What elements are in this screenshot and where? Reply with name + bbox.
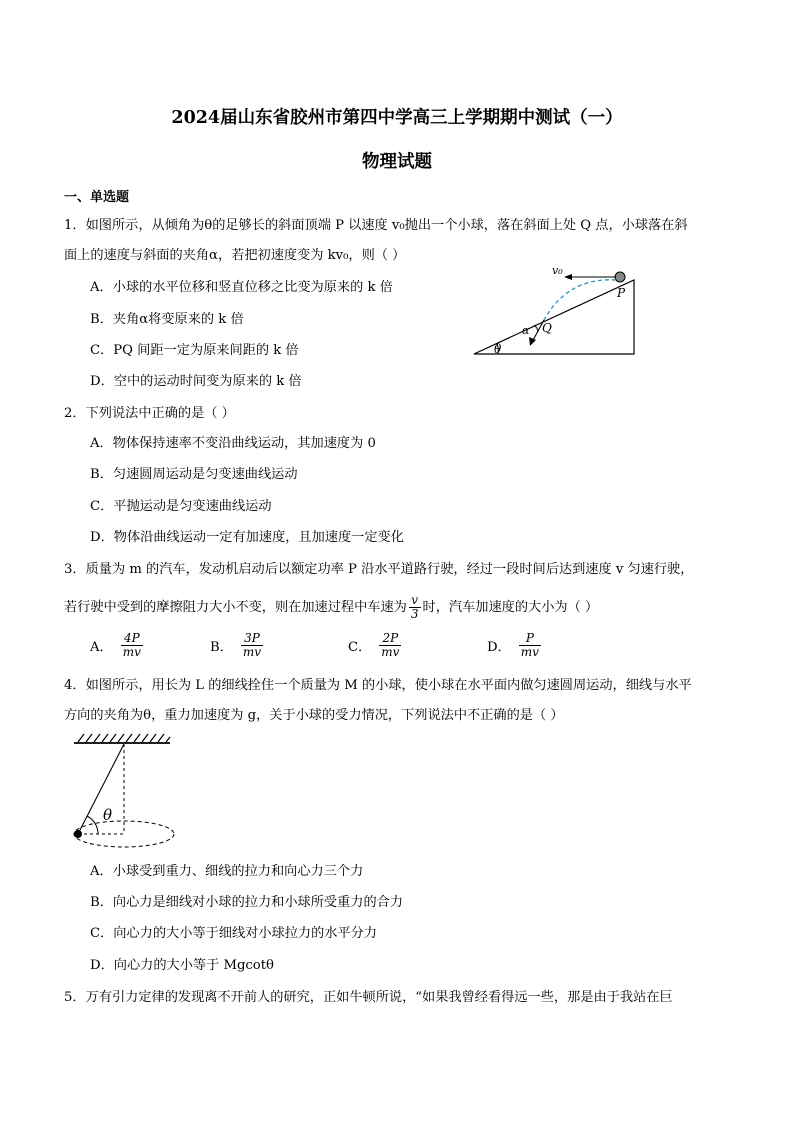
- q4-conical-pendulum-figure: [66, 730, 184, 854]
- q4-stem-line2: 方向的夹角为θ，重力加速度为 g，关于小球的受力情况，下列说法中不正确的是（ ）: [64, 708, 564, 723]
- q1-option-d: D．空中的运动时间变为原来的 k 倍: [90, 374, 302, 389]
- q3-fraction-numerator: v: [409, 594, 421, 608]
- q3-stem-text-a: 若行驶中受到的摩擦阻力大小不变，则在加速过程中车速为: [64, 600, 407, 615]
- ceiling-hatching: [78, 734, 170, 742]
- document-subtitle: 物理试题: [362, 152, 432, 172]
- q4-option-d: D．向心力的大小等于 Mgcotθ: [90, 958, 274, 973]
- q1-option-c: C．PQ 间距一定为原来间距的 k 倍: [90, 343, 299, 358]
- q2-stem: 2．下列说法中正确的是（ ）: [64, 406, 235, 421]
- q3-stem-line1: 3．质量为 m 的汽车，发动机启动后以额定功率 P 沿水平道路行驶，经过一段时间后达到速度 v 匀速行驶，: [64, 562, 694, 577]
- q-label: Q: [542, 321, 552, 335]
- q3-fraction-denominator: 3: [410, 607, 419, 621]
- pendulum-ball: [74, 830, 82, 838]
- q1-incline-figure: [468, 262, 643, 362]
- string: [78, 744, 124, 834]
- section-heading: 一、单选题: [64, 190, 130, 205]
- alpha-label: α: [522, 324, 530, 337]
- document-title: 2024届山东省胶州市第四中学高三上学期期中测试（一）: [171, 108, 623, 128]
- q2-option-a: A．物体保持速率不变沿曲线运动，其加速度为 0: [90, 436, 376, 451]
- q4-option-c: C．向心力的大小等于细线对小球拉力的水平分力: [90, 926, 378, 941]
- q2-option-b: B．匀速圆周运动是匀变速曲线运动: [90, 467, 298, 482]
- q5-stem-line1: 5．万有引力定律的发现离不开前人的研究，正如牛顿所说，“如果我曾经看得远一些，那是由于我站在巨: [64, 990, 673, 1005]
- q2-option-d: D．物体沿曲线运动一定有加速度，且加速度一定变化: [90, 530, 404, 545]
- q4-option-a: A．小球受到重力、细线的拉力和向心力三个力: [90, 864, 364, 879]
- ball: [615, 272, 625, 282]
- theta-label: θ: [103, 806, 113, 824]
- theta-arc: [87, 816, 98, 834]
- q3-choice-b: B． $\frac{3P}{mv}$: [210, 631, 262, 659]
- p-label: P: [617, 286, 626, 300]
- q3-choice-d: D． $\frac{P}{mv}$: [487, 631, 539, 659]
- q1-option-a: A．小球的水平位移和竖直位移之比变为原来的 k 倍: [90, 280, 393, 295]
- q1-stem-line1: 1．如图所示，从倾角为θ的足够长的斜面顶端 P 以速度 v₀抛出一个小球，落在斜面上处 Q 点，小球落在斜: [64, 218, 688, 233]
- q3-speed-fraction: [409, 594, 421, 621]
- q3-choice-c: C． $\frac{2P}{mv}$: [348, 631, 400, 659]
- q1-option-b: B．夹角α将变原来的 k 倍: [90, 312, 244, 327]
- landing-arrowhead: [529, 337, 536, 346]
- q3-stem-line2: [64, 594, 598, 621]
- v0-label: v₀: [552, 264, 563, 277]
- q4-option-b: B．向心力是细线对小球的拉力和小球所受重力的合力: [90, 895, 404, 910]
- q2-option-c: C．平抛运动是匀变速曲线运动: [90, 499, 272, 514]
- alpha-arc: [534, 325, 538, 332]
- q3-choice-a: A． $\frac{4P}{mv}$: [90, 631, 141, 659]
- q4-stem-line1: 4．如图所示，用长为 L 的细线拴住一个质量为 M 的小球，使小球在水平面内做匀速圆周运动，细线与水平: [64, 678, 692, 693]
- q1-stem-line2: 面上的速度与斜面的夹角α，若把初速度变为 kv₀，则（ ）: [64, 248, 406, 263]
- velocity-arrowhead: [564, 274, 572, 280]
- trajectory-curve: [544, 280, 616, 320]
- q3-stem-text-b: 时，汽车加速度的大小为（ ）: [422, 600, 599, 615]
- theta-label: θ: [494, 342, 502, 356]
